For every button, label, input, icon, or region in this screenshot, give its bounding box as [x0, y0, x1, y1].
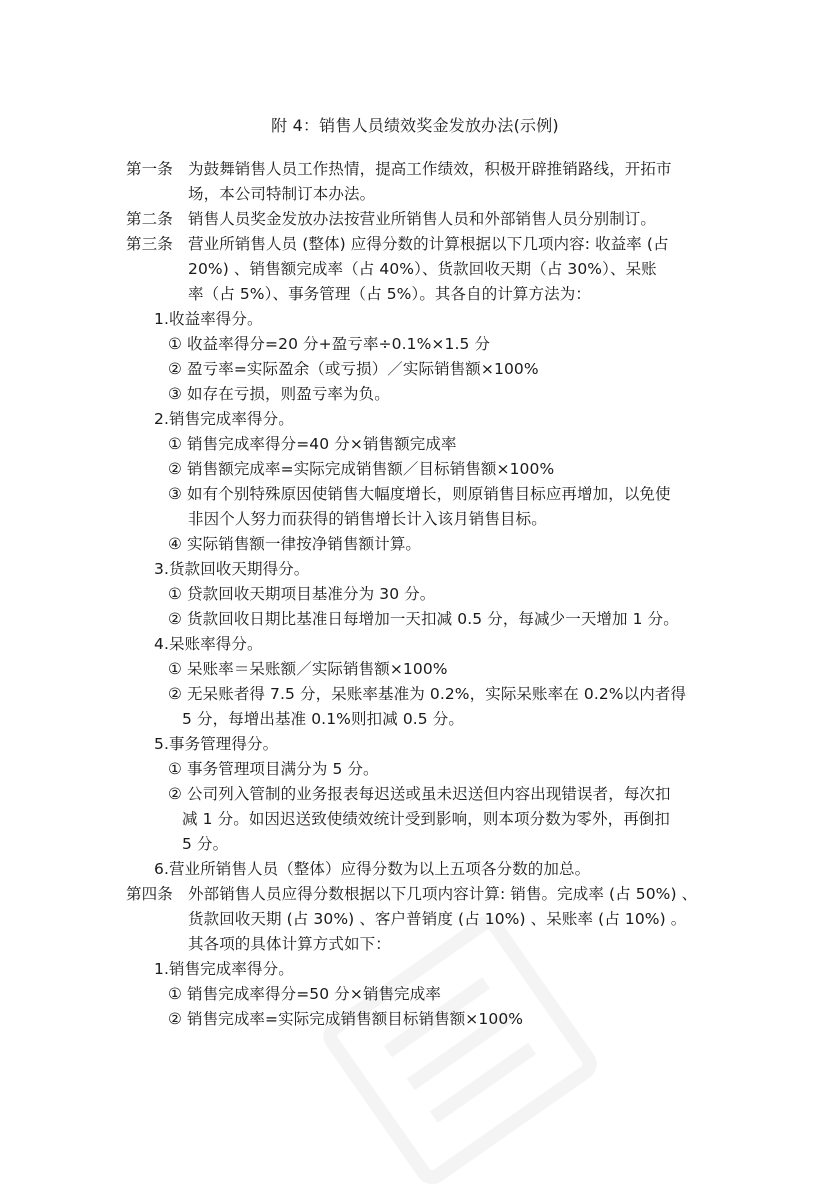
section-3-heading: 3.货款回收天期得分。: [154, 560, 310, 578]
section-2-item-4: ④ 实际销售额一律按净销售额计算。: [168, 535, 422, 553]
article-2-line-1: 销售人员奖金发放办法按营业所销售人员和外部销售人员分别制订。: [188, 210, 657, 228]
section-3-item-1: ① 贷款回收天期项目基准分为 30 分。: [168, 585, 436, 603]
article-1-label: 第一条: [126, 160, 173, 178]
article-3-line-3: 率（占 5%）、事务管理（占 5%）。其各自的计算方法为：: [188, 285, 591, 303]
section-2-item-3: ③ 如有个别特殊原因使销售大幅度增长，则原销售目标应再增加，以免使: [168, 485, 671, 503]
article-2-label: 第二条: [126, 210, 173, 228]
article-4-line-1: 外部销售人员应得分数根据以下几项内容计算: 销售。完成率 (占 50%) 、: [188, 885, 698, 903]
section-1-item-1: ① 收益率得分=20 分+盈亏率÷0.1%×1.5 分: [168, 335, 491, 353]
section-4-heading: 4.呆账率得分。: [154, 635, 263, 653]
section-3-item-2: ② 货款回收日期比基准日每增加一天扣减 0.5 分，每减少一天增加 1 分。: [168, 610, 679, 628]
section-1-item-2: ② 盈亏率=实际盈余（或亏损）／实际销售额×100%: [168, 360, 539, 378]
article-3-line-2: 20%) 、销售额完成率（占 40%）、货款回收天期（占 30%）、呆账: [188, 260, 657, 278]
section-2-item-3-cont: 非因个人努力而获得的销售增长计入该月销售目标。: [188, 510, 547, 528]
section-1-item-3: ③ 如存在亏损，则盈亏率为负。: [168, 385, 390, 403]
section-2-item-2: ② 销售额完成率=实际完成销售额／目标销售额×100%: [168, 460, 555, 478]
section-1-heading: 1.收益率得分。: [154, 310, 263, 328]
article-1-line-1: 为鼓舞销售人员工作热情，提高工作绩效，积极开辟推销路线，开拓市: [188, 160, 672, 178]
article-3-line-1: 营业所销售人员 (整体) 应得分数的计算根据以下几项内容: 收益率 (占: [188, 235, 669, 253]
section-b1-item-2: ② 销售完成率=实际完成销售额目标销售额×100%: [168, 1010, 524, 1028]
section-2-item-1: ① 销售完成率得分=40 分×销售额完成率: [168, 435, 457, 453]
section-b1-heading: 1.销售完成率得分。: [154, 960, 294, 978]
document-title: 附 4：销售人员绩效奖金发放办法(示例): [271, 116, 559, 135]
article-3-label: 第三条: [126, 235, 173, 253]
section-2-heading: 2.销售完成率得分。: [154, 410, 294, 428]
section-5-item-2-cont-2: 5 分。: [182, 835, 229, 853]
section-b1-item-1: ① 销售完成率得分=50 分×销售完成率: [168, 985, 441, 1003]
section-5-heading: 5.事务管理得分。: [154, 735, 279, 753]
article-1-line-2: 场，本公司特制订本办法。: [188, 185, 376, 203]
section-5-item-2-cont-1: 减 1 分。如因迟送致使绩效统计受到影响，则本项分数为零外，再倒扣: [182, 810, 671, 828]
article-4-label: 第四条: [126, 885, 173, 903]
section-5-item-1: ① 事务管理项目满分为 5 分。: [168, 760, 379, 778]
section-4-item-2: ② 无呆账者得 7.5 分，呆账率基准为 0.2%，实际呆账率在 0.2%以内者得: [168, 685, 687, 703]
section-5-item-2: ② 公司列入管制的业务报表每迟送或虽未迟送但内容出现错误者，每次扣: [168, 785, 671, 803]
section-6-heading: 6.营业所销售人员（整体）应得分数为以上五项各分数的加总。: [154, 860, 591, 878]
section-4-item-2-cont: 5 分，每增出基准 0.1%则扣减 0.5 分。: [182, 710, 464, 728]
section-4-item-1: ① 呆账率＝呆账额／实际销售额×100%: [168, 660, 448, 678]
article-4-line-2: 货款回收天期 (占 30%) 、客户普销度 (占 10%) 、呆账率 (占 10%) 。: [188, 910, 687, 928]
article-4-line-3: 其各项的具体计算方式如下：: [188, 935, 391, 953]
